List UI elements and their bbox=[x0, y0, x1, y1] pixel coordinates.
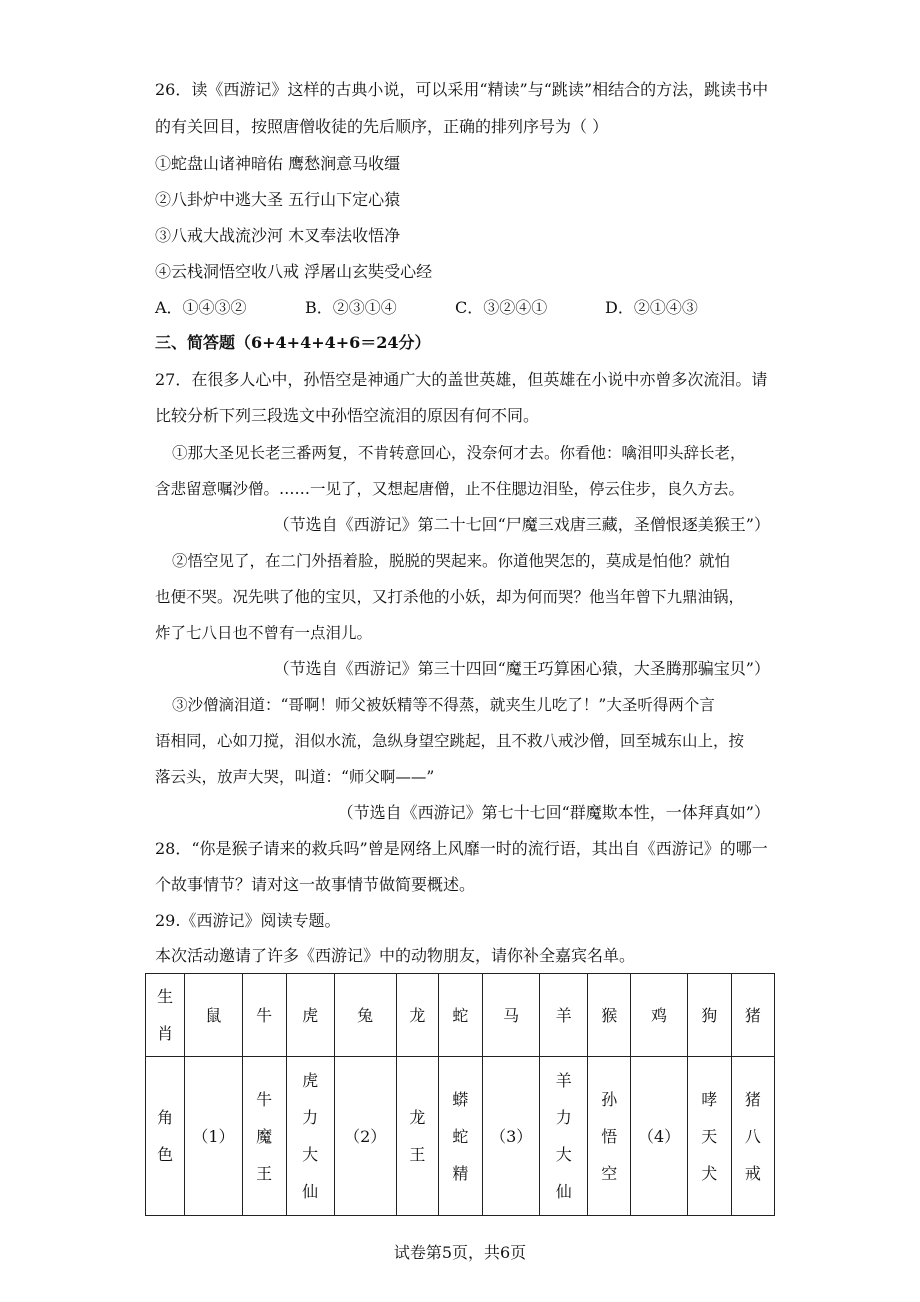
q26-line2: 的有关回目，按照唐僧收徒的先后顺序，正确的排列序号为（ ） bbox=[155, 117, 609, 136]
q28-line1: 28．“你是猴子请来的救兵吗”曾是网络上风靡一时的流行语，其出自《西游记》的哪一 bbox=[155, 839, 768, 858]
table-cell-text: 蟒蛇精 bbox=[452, 1089, 469, 1183]
table-cell-text: 龙 bbox=[409, 1005, 426, 1025]
table-cell bbox=[286, 974, 334, 1057]
table-cell-text: 牛魔王 bbox=[256, 1089, 273, 1183]
table-cell-text: 兔 bbox=[357, 1005, 374, 1025]
table-cell bbox=[334, 1057, 396, 1216]
table-cell bbox=[438, 1057, 482, 1216]
q26-option-c: C．③②④① bbox=[455, 298, 548, 317]
table-row-role bbox=[146, 1057, 775, 1216]
q27-passage2-line1: ②悟空见了，在二门外捂着脸，脱脱的哭起来。你道他哭怎的，莫成是怕他？就怕 bbox=[172, 552, 731, 570]
table-cell bbox=[185, 974, 242, 1057]
q26-item-4: ④云栈洞悟空收八戒 浮屠山玄奘受心经 bbox=[155, 262, 433, 281]
guest-list-table bbox=[145, 973, 775, 1216]
table-cell bbox=[286, 1057, 334, 1216]
q29-line2: 本次活动邀请了许多《西游记》中的动物朋友，请你补全嘉宾名单。 bbox=[155, 946, 636, 965]
table-cell-text: 羊 bbox=[555, 1005, 572, 1025]
table-cell bbox=[242, 974, 286, 1057]
table-cell-text: 生肖 bbox=[157, 987, 174, 1043]
q27-passage3-line3: 落云头，放声大哭，叫道：“师父啊——” bbox=[155, 768, 435, 786]
table-cell-text: 龙王 bbox=[409, 1108, 426, 1164]
table-cell bbox=[146, 1057, 185, 1216]
q26-option-b: B．②③①④ bbox=[305, 298, 397, 317]
table-cell-text: 马 bbox=[503, 1005, 520, 1025]
q26-option-a: A．①④③② bbox=[155, 298, 247, 317]
table-cell-text: 角色 bbox=[157, 1108, 174, 1164]
page-footer: 试卷第5页，共6页 bbox=[393, 1243, 527, 1262]
table-row-zodiac bbox=[146, 974, 775, 1057]
table-cell bbox=[588, 1057, 631, 1216]
table-cell-text: 狗 bbox=[701, 1005, 718, 1025]
table-cell bbox=[588, 974, 631, 1057]
q26-option-d: D．②①④③ bbox=[605, 298, 698, 317]
q27-passage2-line2: 也便不哭。况先哄了他的宝贝，又打杀他的小妖，却为何而哭？他当年曾下九鼎油锅， bbox=[155, 588, 745, 606]
table-cell-text: 牛 bbox=[256, 1005, 273, 1025]
q26-item-2: ②八卦炉中逃大圣 五行山下定心猿 bbox=[155, 190, 401, 209]
table-cell-text: 孙悟空 bbox=[601, 1089, 618, 1183]
table-cell bbox=[396, 974, 438, 1057]
table-cell-text: 哮天犬 bbox=[701, 1089, 718, 1183]
table-cell-text: 蛇 bbox=[452, 1005, 469, 1025]
q28-line2: 个故事情节？请对这一故事情节做简要概述。 bbox=[155, 875, 476, 894]
section-title: 三、简答题（6+4+4+4+6＝24分） bbox=[155, 333, 431, 352]
q27-passage1-source: （节选自《西游记》第二十七回“尸魔三戏唐三藏，圣僧恨逐美猴王”） bbox=[273, 515, 770, 534]
table-cell-text: 鼠 bbox=[205, 1005, 222, 1025]
table-cell-text: 猴 bbox=[601, 1005, 618, 1025]
table-cell bbox=[687, 974, 731, 1057]
table-cell bbox=[334, 974, 396, 1057]
table-cell bbox=[438, 974, 482, 1057]
table-cell-text: 猪八戒 bbox=[744, 1089, 761, 1183]
q27-line2: 比较分析下列三段选文中孙悟空流泪的原因有何不同。 bbox=[155, 406, 540, 425]
table-cell bbox=[482, 1057, 539, 1216]
table-cell-text: （1） bbox=[192, 1126, 235, 1146]
q26-line1: 26．读《西游记》这样的古典小说，可以采用“精读”与“跳读”相结合的方法，跳读书中 bbox=[155, 80, 769, 99]
table-cell bbox=[146, 974, 185, 1057]
table-cell-text: （2） bbox=[344, 1126, 387, 1146]
q27-passage1-line1: ①那大圣见长老三番两复，不肯转意回心，没奈何才去。你看他：噙泪叩头辞长老， bbox=[172, 444, 746, 462]
table-cell-text: 猪 bbox=[744, 1005, 761, 1025]
table-cell-text: 虎 bbox=[302, 1005, 319, 1025]
table-cell bbox=[242, 1057, 286, 1216]
q27-passage3-line1: ③沙僧滴泪道：“哥啊！师父被妖精等不得蒸，就夹生儿吃了！”大圣听得两个言 bbox=[172, 696, 715, 714]
q26-options bbox=[155, 298, 755, 318]
table-cell-text: （3） bbox=[490, 1126, 533, 1146]
q27-passage2-source: （节选自《西游记》第三十四回“魔王巧算困心猿，大圣腾那骗宝贝”） bbox=[273, 659, 770, 678]
table-cell bbox=[396, 1057, 438, 1216]
q26-item-3: ③八戒大战流沙河 木叉奉法收悟净 bbox=[155, 226, 401, 245]
table-cell bbox=[731, 1057, 774, 1216]
q27-passage3-line2: 语相同，心如刀搅，泪似水流，急纵身望空跳起，且不救八戒沙僧，回至城东山上，按 bbox=[155, 732, 745, 750]
table-cell bbox=[731, 974, 774, 1057]
table-cell bbox=[482, 974, 539, 1057]
table-cell-text: 羊力大仙 bbox=[555, 1071, 572, 1201]
q27-passage3-source: （节选自《西游记》第七十七回“群魔欺本性，一体拜真如”） bbox=[337, 803, 770, 822]
table-cell-text: 鸡 bbox=[651, 1005, 668, 1025]
table-cell bbox=[540, 1057, 588, 1216]
table-cell bbox=[631, 1057, 687, 1216]
q27-line1: 27．在很多人心中，孙悟空是神通广大的盖世英雄，但英雄在小说中亦曾多次流泪。请 bbox=[155, 370, 768, 389]
table-cell bbox=[687, 1057, 731, 1216]
q27-passage2-line3: 炸了七八日也不曾有一点泪儿。 bbox=[155, 624, 373, 642]
q27-passage1-line2: 含悲留意嘱沙僧。……一见了，又想起唐僧，止不住腮边泪坠，停云住步，良久方去。 bbox=[155, 480, 745, 498]
q26-item-1: ①蛇盘山诸神暗佑 鹰愁涧意马收缰 bbox=[155, 154, 401, 173]
table-cell-text: 虎力大仙 bbox=[302, 1071, 319, 1201]
q29-line1: 29.《西游记》阅读专题。 bbox=[155, 911, 341, 930]
table-cell bbox=[631, 974, 687, 1057]
table-cell bbox=[540, 974, 588, 1057]
table-cell bbox=[185, 1057, 242, 1216]
table-cell-text: （4） bbox=[637, 1126, 681, 1146]
